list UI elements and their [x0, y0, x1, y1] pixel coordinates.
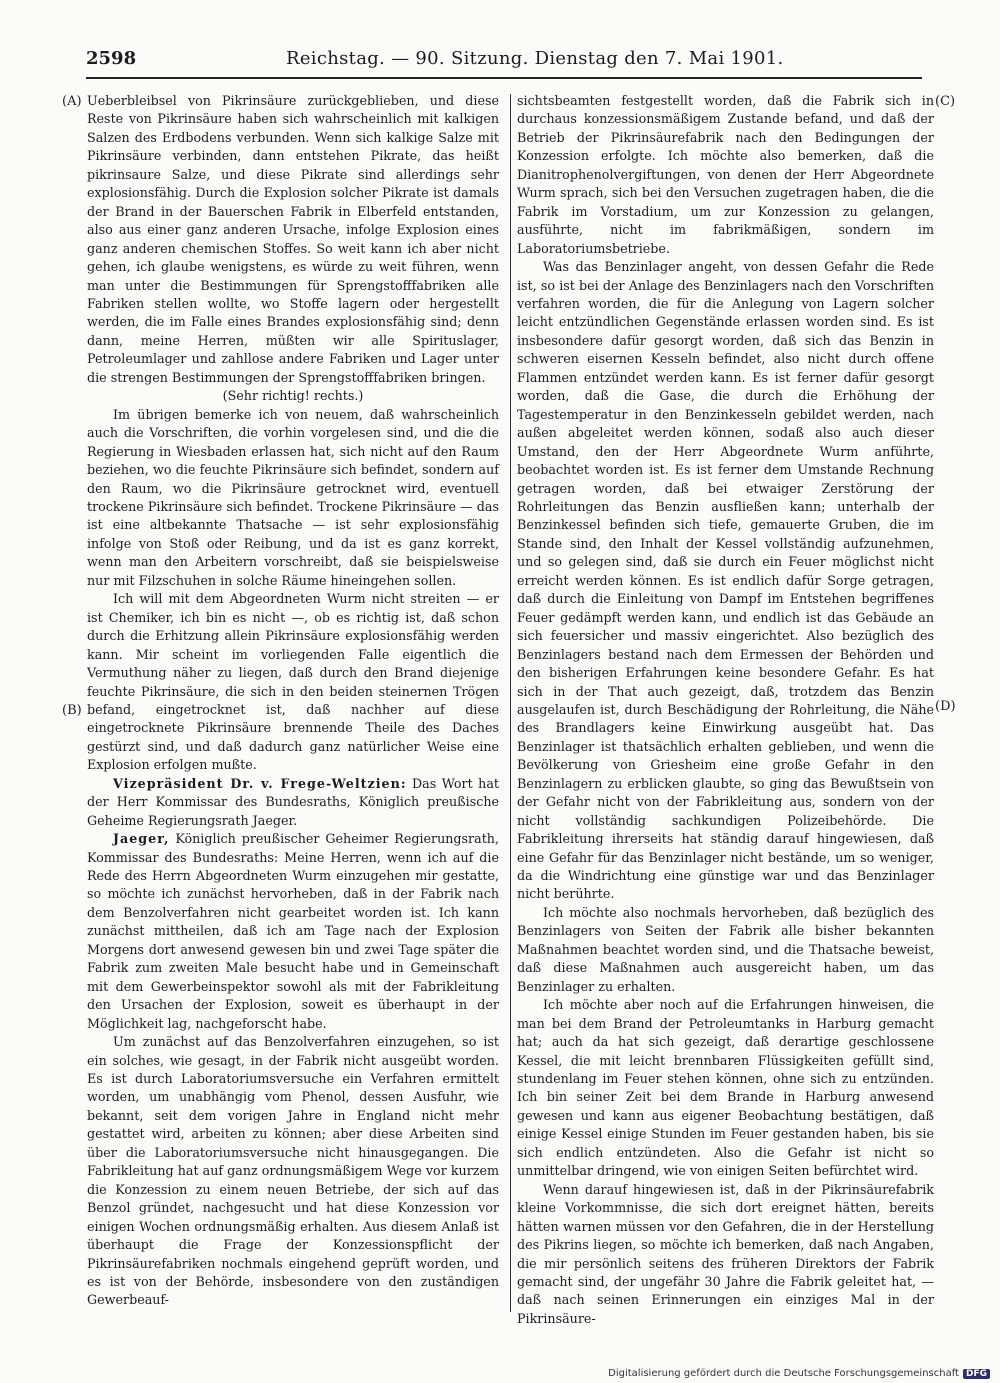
paragraph: Ich möchte also nochmals hervorheben, daß bezüglich des Benzinlagers von Seiten der Fabrik alle bisher bekannten Maßnahmen beachtet worden sind, und die Thatsache beweist, daß diese Maßnahmen auch ausgereicht haben, um das Benzinlager zu erhalten. [517, 904, 934, 994]
speaker-text: Königlich preußischer Geheimer Regierungsrath, Kommissar des Bundesraths: Meine Herren, wenn ich auf die Rede des Herrn Abgeordneten Wurm einzugehen mir gestatte, so möchte ich zunächst hervorheben, daß in der Fabrik nach dem Benzolverfahren nicht gearbeitet worden ist. Ich kann zunächst mittheilen, daß ich am Tage nach der Explosion Morgens dort anwesend gewesen bin und zwei Tage später die Fabrik zum zweiten Male besucht habe und in Gemeinschaft mit dem Gewerbeinspektor sowohl als mit der Fabrikleitung den Ursachen der Explosion, soweit es überhaupt in der Möglichkeit lag, nachgeforscht habe. [87, 831, 499, 1031]
margin-marker-d: (D) [935, 699, 956, 714]
paragraph: Um zunächst auf das Benzolverfahren einzugehen, so ist ein solches, wie gesagt, in der Fabrik nicht ausgeübt worden. Es ist durch Laboratoriumsversuche ein Verfahren ermittelt worden, um unabhängig vom Phenol, dessen Ausfuhr, wie bekannt, seit dem vorigen Jahre in England nicht mehr gestattet wird, arbeiten zu können; aber diese Arbeiten sind über die Laboratoriumsversuche nicht hinausgegangen. Die Fabrikleitung hat auf ganz ordnungsmäßigem Wege vor kurzem die Konzession zu einem neuen Betriebe, der sich auf das Benzol gründet, nachgesucht und hat diese Konzession vor einigen Wochen ordnungsmäßig erhalten. Aus diesem Anlaß ist überhaupt die Frage der Konzessionspflicht der Pikrinsäurefabriken nochmals eingehend geprüft worden, und es ist von der Behörde, insbesondere von den zuständigen Gewerbeauf- [87, 1034, 499, 1308]
page-header [86, 48, 922, 76]
paragraph: Wenn darauf hingewiesen ist, daß in der Pikrinsäurefabrik kleine Vorkommnisse, die sich dort ereignet hätten, bereits hätten warnen müssen vor den Gefahren, die in der Herstellung des Pikrins liegen, so möchte ich bemerken, daß nach Angaben, die mir persönlich seitens des früheren Direktors der Fabrik gemacht sind, der ungefähr 30 Jahre die Fabrik geleitet hat, — daß nach seinen Erinnerungen ein einziges Mal in der Pikrinsäure- [517, 1181, 934, 1326]
paragraph: Ich will mit dem Abgeordneten Wurm nicht streiten — er ist Chemiker, ich bin es nicht —, ob es richtig ist, daß schon durch die Erhitzung allein Pikrinsäure explosionsfähig werden kann. Mir scheint im vorliegenden Falle eigentlich die Vermuthung näher zu liegen, daß durch den Brand diejenige feuchte Pikrinsäure, die sich in den beiden steinernen Trögen befand, eingetrocknet ist, daß nachher auf diese eingetrocknete Pikrinsäure brennende Theile des Daches gestürzt sind, und daß dadurch ganz natürlicher Weise eine Explosion erfolgen mußte. [87, 591, 499, 773]
margin-marker-b: (B) [62, 703, 82, 718]
column-divider [510, 94, 511, 1312]
paragraph: sichtsbeamten festgestellt worden, daß die Fabrik sich in durchaus konzessionsmäßigem Zustande befand, und daß der Betrieb der Pikrinsäurefabrik nach den Bedingungen der Konzession erfolgte. Ich möchte also bemerken, daß die Dianitrophenolvergiftungen, von denen der Herr Abgeordnete Wurm sprach, sich bei den Versuchen zugetragen haben, die die Fabrik im Vorstadium, um zur Konzession zu gelangen, ausführte, nicht im fabrikmäßigen, sondern im Laboratoriumsbetriebe. [517, 93, 934, 256]
speaker-paragraph [87, 775, 499, 830]
left-column [87, 92, 499, 1310]
dfg-logo-icon: DFG [963, 1369, 990, 1379]
header-rule [86, 77, 922, 79]
margin-marker-c: (C) [935, 94, 956, 109]
footer-credit: Digitalisierung gefördert durch die Deutsche Forschungsgemeinschaft [608, 1368, 959, 1379]
speaker-name: Jaeger, [113, 831, 170, 847]
interjection: (Sehr richtig! rechts.) [222, 388, 364, 404]
speaker-paragraph [87, 830, 499, 1033]
paragraph: Ueberbleibsel von Pikrinsäure zurückgeblieben, und diese Reste von Pikrinsäure haben sich wahrscheinlich mit kalkigen Salzen des Erdbodens verbunden. Wenn sich kalkige Salze mit Pikrinsäure verbinden, dann entstehen Pikrate, das heißt pikrinsaure Salze, und diese Pikrate sind allerdings sehr explosionsfähig. Durch die Explosion solcher Pikrate ist damals der Brand in der Bauerschen Fabrik in Elberfeld entstanden, also aus einer ganz anderen Ursache, infolge Explosion eines ganz anderen chemischen Stoffes. So weit kann ich aber nicht gehen, ich glaube wenigstens, es würde zu weit führen, wenn man unter die Bestimmungen für Sprengstofffabriken alle Fabriken stellen wollte, wo Stoffe lagern oder hergestellt werden, die im Falle eines Brandes explosionsfähig sind; denn dann, meine Herren, müßten wir alle Spirituslager, Petroleumlager und zahllose andere Fabriken und Lager unter die strengen Bestimmungen der Sprengstofffabriken bringen. [87, 93, 499, 385]
paragraph: Was das Benzinlager angeht, von dessen Gefahr die Rede ist, so ist bei der Anlage des Benzinlagers nach den Vorschriften verfahren worden, die für die Anlegung von Lagern solcher leicht entzündlichen Gegenstände erlassen worden sind. Es ist insbesondere dafür gesorgt worden, daß sich das Benzin in schweren eisernen Kesseln befindet, also nicht durch offene Flammen entzündet werden kann. Es ist ferner dafür gesorgt worden, daß die Gase, die durch die Erhöhung der Tagestemperatur in den Benzinkesseln gebildet werden, nach außen abgeleitet werden können, sodaß also auch dieser Umstand, den der Herr Abgeordnete Wurm anführte, beobachtet worden ist. Es ist ferner dem Umstande Rechnung getragen worden, daß bei etwaiger Zerstörung der Rohrleitungen das Benzin ausfließen kann; unterhalb der Benzinkessel befinden sich tiefe, gemauerte Gruben, die im Stande sind, den Inhalt der Kessel vollständig aufzunehmen, und so gelegen sind, daß sie durch ein Feuer möglichst nicht erreicht werden können. Es ist endlich dafür Sorge getragen, daß durch die Einleitung von Dampf im Entstehen begriffenes Feuer gedämpft werden kann, und endlich ist das Gebäude an sich feuersicher und massiv eingerichtet. Also bezüglich des Benzinlagers bestand nach dem Ermessen der Behörden und den bisherigen Erfahrungen keine besondere Gefahr. Es hat sich in der That auch gezeigt, daß, trotzdem das Benzin ausgelaufen ist, durch Beschädigung der Rohrleitung, die Nähe des Brandlagers keine Einwirkung ausgeübt hat. Das Benzinlager ist thatsächlich erhalten geblieben, und wenn die Bevölkerung von Griesheim eine große Gefahr in den Benzinlagern zu erblicken glaubte, so ging das Bewußtsein von der Gefahr nicht von der Fabrikleitung aus, sondern von der nicht vollständig sachkundigen Polizeibehörde. Die Fabrikleitung ihrerseits hat ständig darauf hingewiesen, daß eine Gefahr für das Benzinlager nicht bestände, um so weniger, da die Windrichtung eine günstige war und das Benzinlager nicht berührte. [517, 259, 934, 902]
speaker-text: Das Wort hat der Herr Kommissar des Bundesraths, Königlich preußische Geheime Regierungsrath Jaeger. [87, 775, 499, 828]
margin-marker-a: (A) [62, 94, 82, 109]
speaker-name: Vizepräsident Dr. v. Frege-Weltzien: [113, 775, 407, 791]
right-column [517, 92, 934, 1328]
paragraph: Ich möchte aber noch auf die Erfahrungen hinweisen, die man bei dem Brand der Petroleumtanks in Harburg gemacht hat; auch da hat sich gezeigt, daß derartige geschlossene Kessel, die mit leicht brennbaren Flüssigkeiten gefüllt sind, stundenlang im Feuer stehen können, ohne sich zu entzünden. Ich bin seiner Zeit bei dem Brande in Harburg anwesend gewesen und kann aus eigener Beobachtung bestätigen, daß einige Kessel einige Stunden im Feuer gestanden haben, bis sie sich endlich entzündeten. Also die Gefahr ist nicht so unmittelbar dringend, wie von einigen Seiten befürchtet wird. [517, 997, 934, 1179]
page-number: 2598 [86, 48, 137, 69]
running-head: Reichstag. — 90. Sitzung. Dienstag den 7. Mai 1901. [286, 48, 784, 69]
footer [608, 1368, 990, 1379]
paragraph: Im übrigen bemerke ich von neuem, daß wahrscheinlich auch die Vorschriften, die vorhin vorgelesen sind, und die die Regierung in Wiesbaden erlassen hat, sich nicht auf den Raum beziehen, wo die feuchte Pikrinsäure sich befindet, sondern auf den Raum, wo die Pikrinsäure getrocknet wird, eventuell trockene Pikrinsäure sich befindet. Trockene Pikrinsäure — das ist eine altbekannte Thatsache — ist sehr explosionsfähig infolge von Stoß oder Reibung, und da ist es ganz korrekt, wenn man den Arbeitern vorschreibt, daß sie beispielsweise nur mit Filzschuhen in solche Räume hineingehen sollen. [87, 406, 499, 588]
